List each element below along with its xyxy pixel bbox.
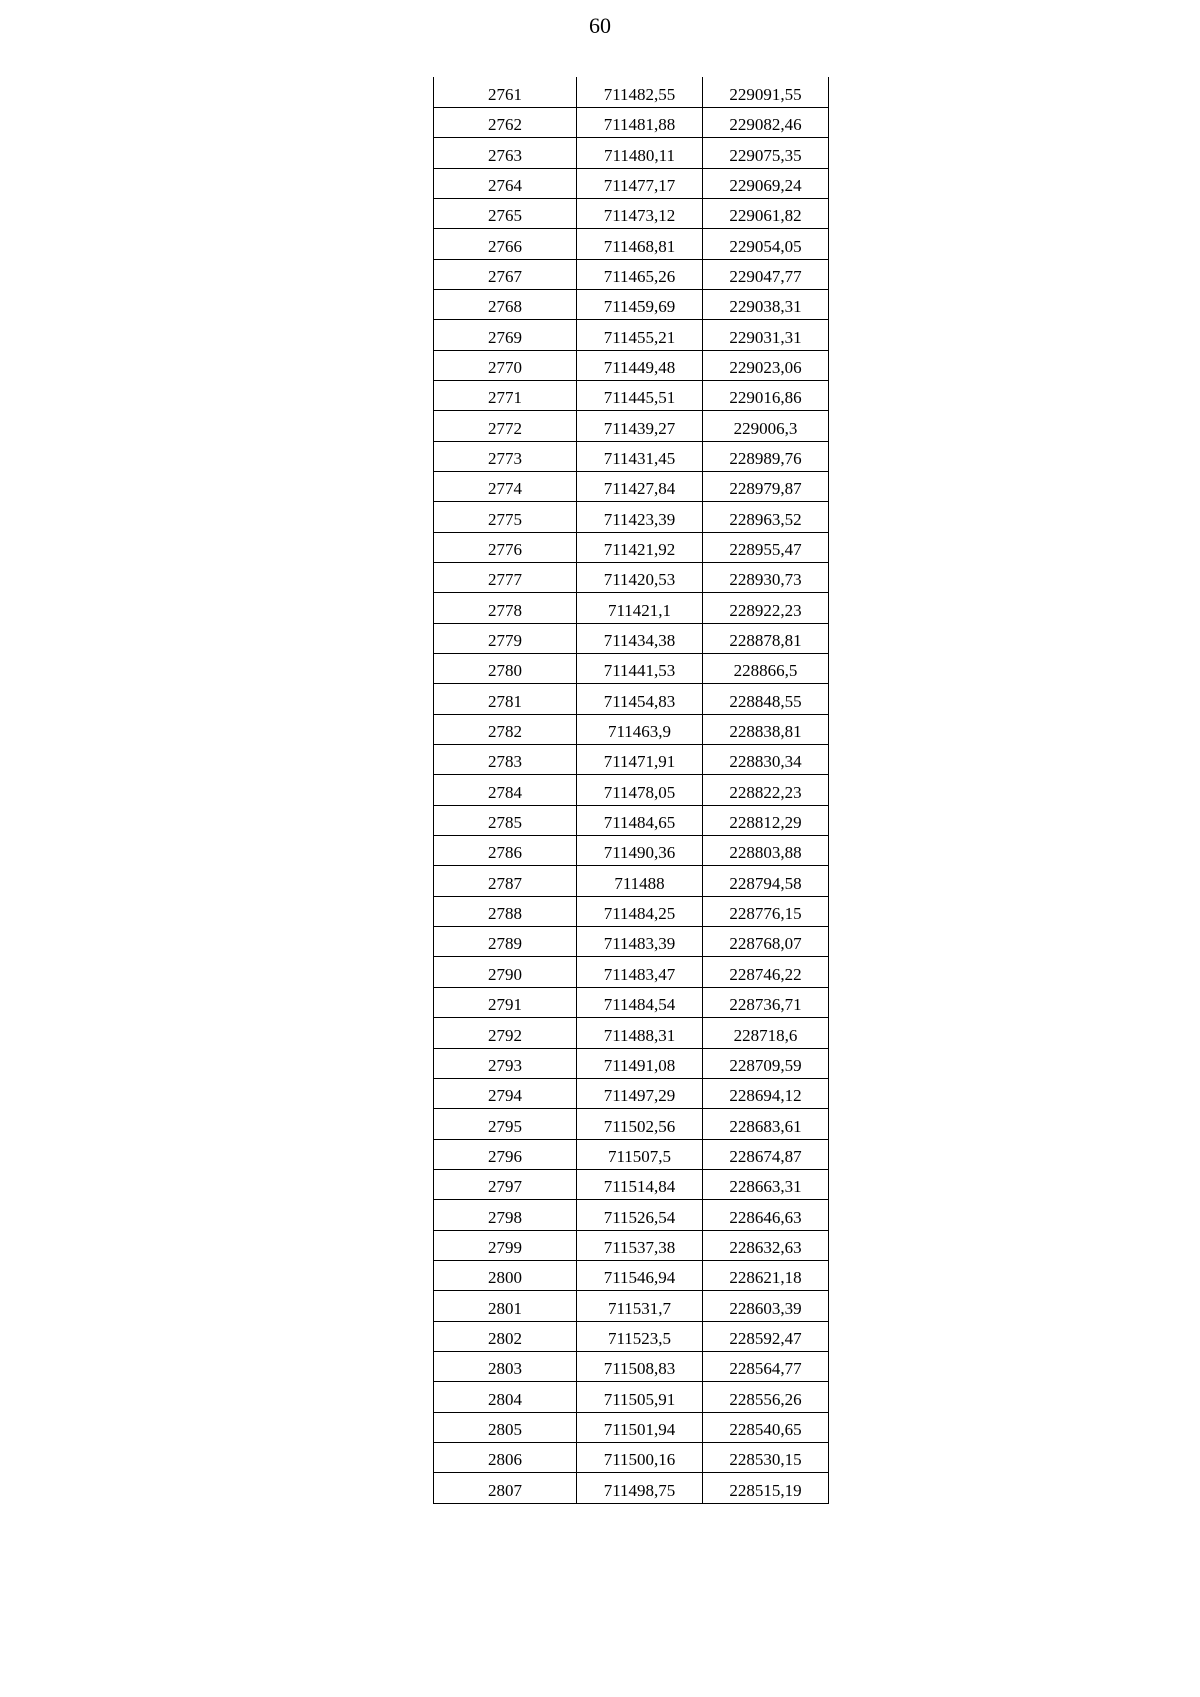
point-number-cell: 2805	[434, 1412, 577, 1442]
table-row	[434, 289, 829, 319]
y-coordinate-cell: 228812,29	[703, 805, 829, 835]
y-coordinate-cell: 228603,39	[703, 1291, 829, 1321]
x-coordinate-cell: 711480,11	[577, 138, 703, 168]
y-coordinate-cell: 229038,31	[703, 289, 829, 319]
y-coordinate-cell: 228646,63	[703, 1200, 829, 1230]
x-coordinate-cell: 711465,26	[577, 259, 703, 289]
x-coordinate-cell: 711468,81	[577, 229, 703, 259]
y-coordinate-cell: 228768,07	[703, 927, 829, 957]
table-row	[434, 563, 829, 593]
page-number: 60	[589, 13, 611, 38]
y-coordinate-cell: 228848,55	[703, 684, 829, 714]
y-coordinate-cell: 229061,82	[703, 198, 829, 228]
table-row	[434, 441, 829, 471]
x-coordinate-cell: 711488	[577, 866, 703, 896]
point-number-cell: 2801	[434, 1291, 577, 1321]
y-coordinate-cell: 228556,26	[703, 1382, 829, 1412]
x-coordinate-cell: 711421,92	[577, 532, 703, 562]
y-coordinate-cell: 229031,31	[703, 320, 829, 350]
x-coordinate-cell: 711455,21	[577, 320, 703, 350]
y-coordinate-cell: 228803,88	[703, 836, 829, 866]
x-coordinate-cell: 711498,75	[577, 1473, 703, 1503]
point-number-cell: 2803	[434, 1351, 577, 1381]
x-coordinate-cell: 711501,94	[577, 1412, 703, 1442]
point-number-cell: 2780	[434, 654, 577, 684]
point-number-cell: 2799	[434, 1230, 577, 1260]
x-coordinate-cell: 711427,84	[577, 471, 703, 501]
x-coordinate-cell: 711478,05	[577, 775, 703, 805]
table-row	[434, 1109, 829, 1139]
table-row	[434, 1260, 829, 1290]
point-number-cell: 2804	[434, 1382, 577, 1412]
point-number-cell: 2773	[434, 441, 577, 471]
point-number-cell: 2786	[434, 836, 577, 866]
point-number-cell: 2800	[434, 1260, 577, 1290]
x-coordinate-cell: 711531,7	[577, 1291, 703, 1321]
x-coordinate-cell: 711483,47	[577, 957, 703, 987]
table-row	[434, 532, 829, 562]
table-row	[434, 1230, 829, 1260]
y-coordinate-cell: 228979,87	[703, 471, 829, 501]
point-number-cell: 2764	[434, 168, 577, 198]
x-coordinate-cell: 711483,39	[577, 927, 703, 957]
table-row	[434, 836, 829, 866]
table-row	[434, 654, 829, 684]
table-row	[434, 1442, 829, 1472]
x-coordinate-cell: 711523,5	[577, 1321, 703, 1351]
x-coordinate-cell: 711459,69	[577, 289, 703, 319]
point-number-cell: 2777	[434, 563, 577, 593]
table-row	[434, 593, 829, 623]
x-coordinate-cell: 711477,17	[577, 168, 703, 198]
y-coordinate-cell: 228621,18	[703, 1260, 829, 1290]
point-number-cell: 2767	[434, 259, 577, 289]
y-coordinate-cell: 228540,65	[703, 1412, 829, 1442]
point-number-cell: 2790	[434, 957, 577, 987]
y-coordinate-cell: 228736,71	[703, 987, 829, 1017]
x-coordinate-cell: 711526,54	[577, 1200, 703, 1230]
y-coordinate-cell: 228866,5	[703, 654, 829, 684]
table-row	[434, 714, 829, 744]
x-coordinate-cell: 711491,08	[577, 1048, 703, 1078]
point-number-cell: 2794	[434, 1078, 577, 1108]
table-row	[434, 471, 829, 501]
point-number-cell: 2768	[434, 289, 577, 319]
x-coordinate-cell: 711463,9	[577, 714, 703, 744]
y-coordinate-cell: 228709,59	[703, 1048, 829, 1078]
point-number-cell: 2789	[434, 927, 577, 957]
y-coordinate-cell: 228530,15	[703, 1442, 829, 1472]
y-coordinate-cell: 228515,19	[703, 1473, 829, 1503]
y-coordinate-cell: 229075,35	[703, 138, 829, 168]
point-number-cell: 2807	[434, 1473, 577, 1503]
point-number-cell: 2779	[434, 623, 577, 653]
table-row	[434, 805, 829, 835]
table-row	[434, 1291, 829, 1321]
x-coordinate-cell: 711482,55	[577, 77, 703, 107]
x-coordinate-cell: 711431,45	[577, 441, 703, 471]
x-coordinate-cell: 711441,53	[577, 654, 703, 684]
point-number-cell: 2791	[434, 987, 577, 1017]
y-coordinate-cell: 229023,06	[703, 350, 829, 380]
table-row	[434, 411, 829, 441]
point-number-cell: 2774	[434, 471, 577, 501]
table-row	[434, 320, 829, 350]
y-coordinate-cell: 228776,15	[703, 896, 829, 926]
point-number-cell: 2781	[434, 684, 577, 714]
x-coordinate-cell: 711449,48	[577, 350, 703, 380]
x-coordinate-cell: 711434,38	[577, 623, 703, 653]
point-number-cell: 2763	[434, 138, 577, 168]
y-coordinate-cell: 229091,55	[703, 77, 829, 107]
table-row	[434, 168, 829, 198]
x-coordinate-cell: 711546,94	[577, 1260, 703, 1290]
table-row	[434, 927, 829, 957]
x-coordinate-cell: 711420,53	[577, 563, 703, 593]
table-row	[434, 107, 829, 137]
x-coordinate-cell: 711484,25	[577, 896, 703, 926]
x-coordinate-cell: 711508,83	[577, 1351, 703, 1381]
point-number-cell: 2772	[434, 411, 577, 441]
point-number-cell: 2788	[434, 896, 577, 926]
y-coordinate-cell: 228694,12	[703, 1078, 829, 1108]
x-coordinate-cell: 711423,39	[577, 502, 703, 532]
x-coordinate-cell: 711507,5	[577, 1139, 703, 1169]
y-coordinate-cell: 229082,46	[703, 107, 829, 137]
point-number-cell: 2761	[434, 77, 577, 107]
point-number-cell: 2770	[434, 350, 577, 380]
x-coordinate-cell: 711445,51	[577, 380, 703, 410]
y-coordinate-cell: 229047,77	[703, 259, 829, 289]
table-row	[434, 198, 829, 228]
y-coordinate-cell: 228632,63	[703, 1230, 829, 1260]
y-coordinate-cell: 228963,52	[703, 502, 829, 532]
y-coordinate-cell: 228930,73	[703, 563, 829, 593]
y-coordinate-cell: 228564,77	[703, 1351, 829, 1381]
x-coordinate-cell: 711473,12	[577, 198, 703, 228]
table-row	[434, 866, 829, 896]
x-coordinate-cell: 711500,16	[577, 1442, 703, 1472]
y-coordinate-cell: 228592,47	[703, 1321, 829, 1351]
point-number-cell: 2769	[434, 320, 577, 350]
point-number-cell: 2802	[434, 1321, 577, 1351]
x-coordinate-cell: 711481,88	[577, 107, 703, 137]
y-coordinate-cell: 228822,23	[703, 775, 829, 805]
x-coordinate-cell: 711471,91	[577, 745, 703, 775]
table-row	[434, 1200, 829, 1230]
x-coordinate-cell: 711484,54	[577, 987, 703, 1017]
table-row	[434, 138, 829, 168]
y-coordinate-cell: 228955,47	[703, 532, 829, 562]
table-row	[434, 1351, 829, 1381]
table-row	[434, 1048, 829, 1078]
point-number-cell: 2795	[434, 1109, 577, 1139]
y-coordinate-cell: 228989,76	[703, 441, 829, 471]
table-row	[434, 957, 829, 987]
point-number-cell: 2762	[434, 107, 577, 137]
point-number-cell: 2766	[434, 229, 577, 259]
y-coordinate-cell: 228718,6	[703, 1018, 829, 1048]
point-number-cell: 2785	[434, 805, 577, 835]
point-number-cell: 2793	[434, 1048, 577, 1078]
point-number-cell: 2798	[434, 1200, 577, 1230]
table-row	[434, 775, 829, 805]
x-coordinate-cell: 711421,1	[577, 593, 703, 623]
table-row	[434, 1018, 829, 1048]
point-number-cell: 2778	[434, 593, 577, 623]
x-coordinate-cell: 711490,36	[577, 836, 703, 866]
table-row	[434, 229, 829, 259]
y-coordinate-cell: 228878,81	[703, 623, 829, 653]
y-coordinate-cell: 228922,23	[703, 593, 829, 623]
table-row	[434, 1169, 829, 1199]
coordinates-table	[433, 77, 829, 1504]
table-row	[434, 259, 829, 289]
y-coordinate-cell: 229016,86	[703, 380, 829, 410]
table-row	[434, 1382, 829, 1412]
y-coordinate-cell: 228674,87	[703, 1139, 829, 1169]
table-row	[434, 1139, 829, 1169]
x-coordinate-cell: 711439,27	[577, 411, 703, 441]
point-number-cell: 2783	[434, 745, 577, 775]
table-row	[434, 684, 829, 714]
x-coordinate-cell: 711505,91	[577, 1382, 703, 1412]
point-number-cell: 2784	[434, 775, 577, 805]
x-coordinate-cell: 711514,84	[577, 1169, 703, 1199]
point-number-cell: 2765	[434, 198, 577, 228]
point-number-cell: 2771	[434, 380, 577, 410]
x-coordinate-cell: 711497,29	[577, 1078, 703, 1108]
table-row	[434, 502, 829, 532]
x-coordinate-cell: 711502,56	[577, 1109, 703, 1139]
y-coordinate-cell: 228838,81	[703, 714, 829, 744]
x-coordinate-cell: 711484,65	[577, 805, 703, 835]
table-row	[434, 987, 829, 1017]
point-number-cell: 2775	[434, 502, 577, 532]
y-coordinate-cell: 228683,61	[703, 1109, 829, 1139]
x-coordinate-cell: 711454,83	[577, 684, 703, 714]
y-coordinate-cell: 229069,24	[703, 168, 829, 198]
y-coordinate-cell: 228746,22	[703, 957, 829, 987]
table-row	[434, 350, 829, 380]
point-number-cell: 2796	[434, 1139, 577, 1169]
table-row	[434, 1321, 829, 1351]
table-row	[434, 623, 829, 653]
table-row	[434, 380, 829, 410]
table-row	[434, 745, 829, 775]
y-coordinate-cell: 228794,58	[703, 866, 829, 896]
y-coordinate-cell: 229006,3	[703, 411, 829, 441]
point-number-cell: 2787	[434, 866, 577, 896]
x-coordinate-cell: 711537,38	[577, 1230, 703, 1260]
table-row	[434, 1078, 829, 1108]
point-number-cell: 2782	[434, 714, 577, 744]
point-number-cell: 2797	[434, 1169, 577, 1199]
table-row	[434, 1412, 829, 1442]
point-number-cell: 2806	[434, 1442, 577, 1472]
x-coordinate-cell: 711488,31	[577, 1018, 703, 1048]
y-coordinate-cell: 228830,34	[703, 745, 829, 775]
table-row	[434, 896, 829, 926]
point-number-cell: 2792	[434, 1018, 577, 1048]
y-coordinate-cell: 229054,05	[703, 229, 829, 259]
coordinates-table-body	[434, 77, 829, 1503]
table-row	[434, 1473, 829, 1503]
table-row	[434, 77, 829, 107]
point-number-cell: 2776	[434, 532, 577, 562]
y-coordinate-cell: 228663,31	[703, 1169, 829, 1199]
